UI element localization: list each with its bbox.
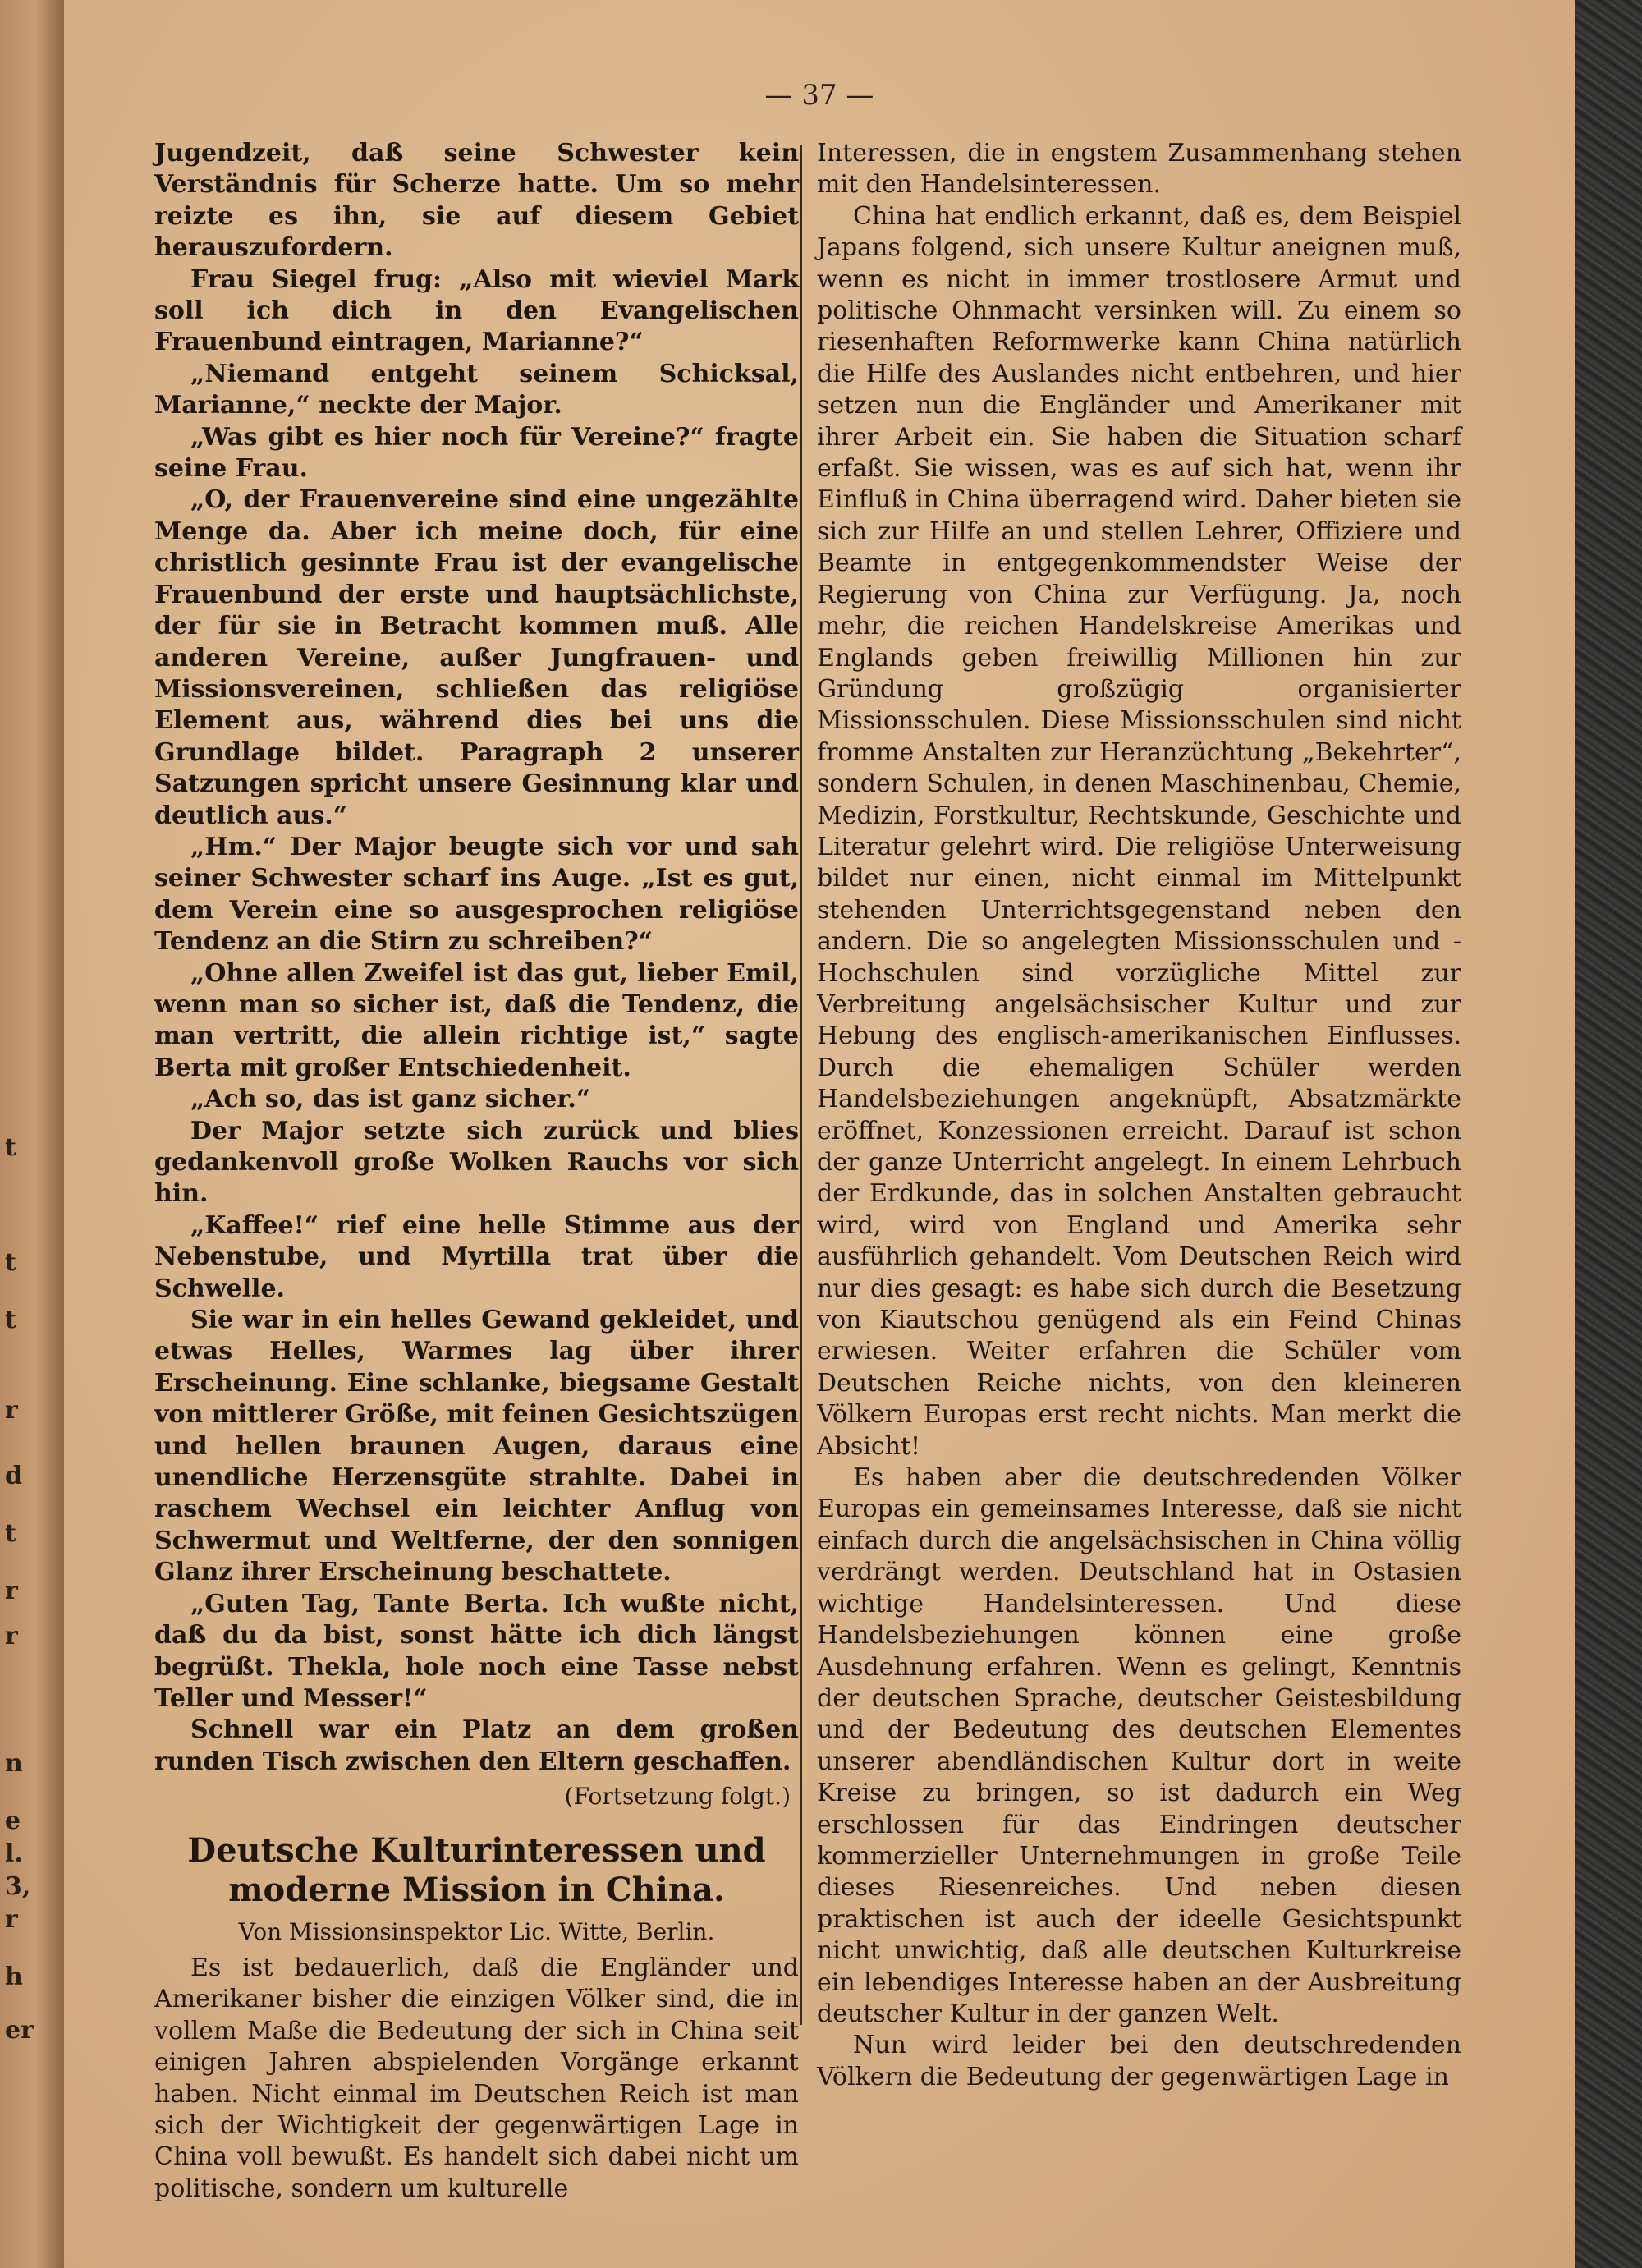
- margin-fragment: r: [5, 1577, 18, 1605]
- book-page: [64, 0, 1575, 2268]
- page-number: — 37 —: [764, 79, 874, 112]
- column-divider: [800, 145, 802, 2025]
- margin-fragment: r: [5, 1622, 18, 1650]
- margin-fragment: d: [5, 1462, 22, 1490]
- margin-fragment: n: [5, 1749, 23, 1778]
- article-author: Von Missionsinspektor Lic. Witte, Berlin.: [238, 1917, 715, 1945]
- margin-fragment: l.: [5, 1839, 23, 1868]
- story-paragraph: „Kaffee!“ rief eine helle Stimme aus der Nebenstube, und Myrtilla trat über die Schwelle.: [154, 1210, 799, 1303]
- story-paragraph: „Hm.“ Der Major beugte sich vor und sah seiner Schwester scharf ins Auge. „Ist es gut, dem Verein eine so ausgesprochen religiöse Tendenz an die Stirn zu schreiben?“: [154, 832, 799, 957]
- book-binding: [1575, 0, 1642, 2268]
- previous-page-edge: [0, 0, 64, 2268]
- margin-fragment: 3,: [5, 1872, 31, 1901]
- story-paragraph: „Niemand entgeht seinem Schicksal, Marianne,“ neckte der Major.: [154, 359, 799, 420]
- article-paragraph: China hat endlich erkannt, daß es, dem Beispiel Japans folgend, sich unsere Kultur aneignen muß, wenn es nicht in immer trostlosere Armut und politische Ohnmacht versinken will. Zu einem so riesenhaften Reformwerke kann China natürlich die Hilfe des Auslandes nicht entbehren, und hier setzen nun die Engländer und Amerikaner mit ihrer Arbeit ein. Sie haben die Situation scharf erfaßt. Sie wissen, was es auf sich hat, wenn ihr Einfluß in China überragend wird. Daher bieten sie sich zur Hilfe an und stellen Lehrer, Offiziere und Beamte in entgegenkommendster Weise der Regierung von China zur Verfügung. Ja, noch mehr, die reichen Handelskreise Amerikas und Englands geben freiwillig Millionen hin zur Gründung großzügig organisierter Missionsschulen. Diese Missionsschulen sind nicht fromme Anstalten zur Heranzüchtung „Bekehrter“, sondern Schulen, in denen Maschinenbau, Chemie, Medizin, Forstkultur, Rechtskunde, Geschichte und Literatur gelehrt wird. Die religiöse Unterweisung bildet nur einen, nicht einmal im Mittelpunkt stehenden Unterrichtsgegenstand neben den andern. Die so angelegten Missionsschulen und -Hochschulen sind vorzügliche Mittel zur Verbreitung angelsächsischer Kultur und zur Hebung des englisch-amerikanischen Einflusses. Durch die ehemaligen Schüler werden Handelsbeziehungen angeknüpft, Absatzmärkte eröffnet, Konzessionen erreicht. Darauf ist schon der ganze Unterricht angelegt. In einem Lehrbuch der Erdkunde, das in solchen Anstalten gebraucht wird, wird von England und Amerika sehr ausführlich gehandelt. Vom Deutschen Reich wird nur dies gesagt: es habe sich durch die Besetzung von Kiautschou genügend als ein Feind Chinas erwiesen. Weiter erfahren die Schüler vom Deutschen Reiche nichts, von den kleineren Völkern Europas erst recht nichts. Man merkt die Absicht!: [817, 201, 1461, 1461]
- margin-fragment: er: [5, 2016, 34, 2045]
- story-paragraph: Schnell war ein Platz an dem großen runden Tisch zwischen den Eltern geschaffen.: [154, 1715, 799, 1776]
- right-column: [817, 138, 1461, 2093]
- margin-fragment: r: [5, 1905, 18, 1934]
- margin-fragment: t: [5, 1306, 16, 1334]
- story-paragraph: Sie war in ein helles Gewand gekleidet, und etwas Helles, Warmes lag über ihrer Erscheinung. Eine schlanke, biegsame Gestalt von mittlerer Größe, mit feinen Gesichtszügen und hellen braunen Augen, daraus eine unendliche Herzensgüte strahlte. Dabei in raschem Wechsel ein leichter Anflug von Schwermut und Weltferne, der den sonnigen Glanz ihrer Erscheinung beschattete.: [154, 1306, 799, 1587]
- article-paragraph: Es haben aber die deutschredenden Völker Europas ein gemeinsames Interesse, daß sie nicht einfach durch die angelsächsischen in China völlig verdrängt werden. Deutschland hat in Ostasien wichtige Handelsinteressen. Und diese Handelsbeziehungen können eine große Ausdehnung erfahren. Wenn es gelingt, Kenntnis der deutschen Sprache, deutscher Geistesbildung und der Bedeutung des deutschen Elementes unserer abendländischen Kultur dort in weite Kreise zu bringen, so ist dadurch ein Weg erschlossen für das Eindringen deutscher kommerzieller Unternehmungen in große Teile dieses Riesenreiches. Und neben diesen praktischen ist auch der ideelle Gesichtspunkt nicht unwichtig, daß alle deutschen Kulturkreise ein lebendiges Interesse haben an der Ausbreitung deutscher Kultur in der ganzen Welt.: [817, 1463, 1461, 2028]
- story-paragraph: „Guten Tag, Tante Berta. Ich wußte nicht, daß du da bist, sonst hätte ich dich längst begrüßt. Thekla, hole noch eine Tasse nebst Teller und Messer!“: [154, 1589, 799, 1713]
- article-paragraph: Es ist bedauerlich, daß die Engländer und Amerikaner bisher die einzigen Völker sind, die in vollem Maße die Bedeutung der sich in China seit einigen Jahren abspielenden Vorgänge erkannt haben. Nicht einmal im Deutschen Reich ist man sich der Wichtigkeit der gegenwärtigen Lage in China voll bewußt. Es handelt sich dabei nicht um politische, sondern um kulturelle: [154, 1953, 799, 2203]
- article-title: Deutsche Kulturinteressen und moderne Mission in China.: [187, 1830, 766, 1909]
- story-paragraph: „Ach so, das ist ganz sicher.“: [190, 1085, 591, 1114]
- article-paragraph: Interessen, die in engstem Zusammenhang stehen mit den Handelsinteressen.: [817, 139, 1461, 200]
- story-paragraph: „Ohne allen Zweifel ist das gut, lieber Emil, wenn man so sicher ist, daß die Tendenz, die man vertritt, die allein richtige ist,“ sagte Berta mit großer Entschiedenheit.: [154, 958, 799, 1082]
- continuation-note: (Fortsetzung folgt.): [564, 1783, 791, 1811]
- story-paragraph: „Was gibt es hier noch für Vereine?“ fragte seine Frau.: [154, 422, 799, 484]
- story-paragraph: Jugendzeit, daß seine Schwester kein Verständnis für Scherze hatte. Um so mehr reizte es ihn, sie auf diesem Gebiet herauszufordern.: [154, 139, 799, 263]
- margin-fragment: r: [5, 1396, 18, 1425]
- left-column: [154, 138, 799, 2205]
- story-paragraph: Frau Siegel frug: „Also mit wieviel Mark soll ich dich in den Evangelischen Frauenbund eintragen, Marianne?“: [154, 264, 799, 357]
- margin-fragment: h: [5, 1963, 23, 1991]
- margin-fragment: e: [5, 1807, 21, 1835]
- story-paragraph: „O, der Frauenvereine sind eine ungezählte Menge da. Aber ich meine doch, für eine christlich gesinnte Frau ist der evangelische Frauenbund der erste und hauptsächlichste, der für sie in Betracht kommen muß. Alle anderen Vereine, außer Jungfrauen- und Missionsvereinen, schließen das religiöse Element aus, während dies bei uns die Grundlage bildet. Paragraph 2 unserer Satzungen spricht unsere Gesinnung klar und deutlich aus.“: [154, 485, 799, 830]
- story-paragraph: Der Major setzte sich zurück und blies gedankenvoll große Wolken Rauchs vor sich hin.: [154, 1116, 799, 1209]
- article-body: [154, 1953, 799, 2205]
- margin-fragment: t: [5, 1133, 16, 1162]
- margin-fragment: t: [5, 1519, 16, 1548]
- margin-fragment: t: [5, 1248, 16, 1277]
- article-paragraph: Nun wird leider bei den deutschredenden Völkern die Bedeutung der gegenwärtigen Lage in: [817, 2031, 1461, 2091]
